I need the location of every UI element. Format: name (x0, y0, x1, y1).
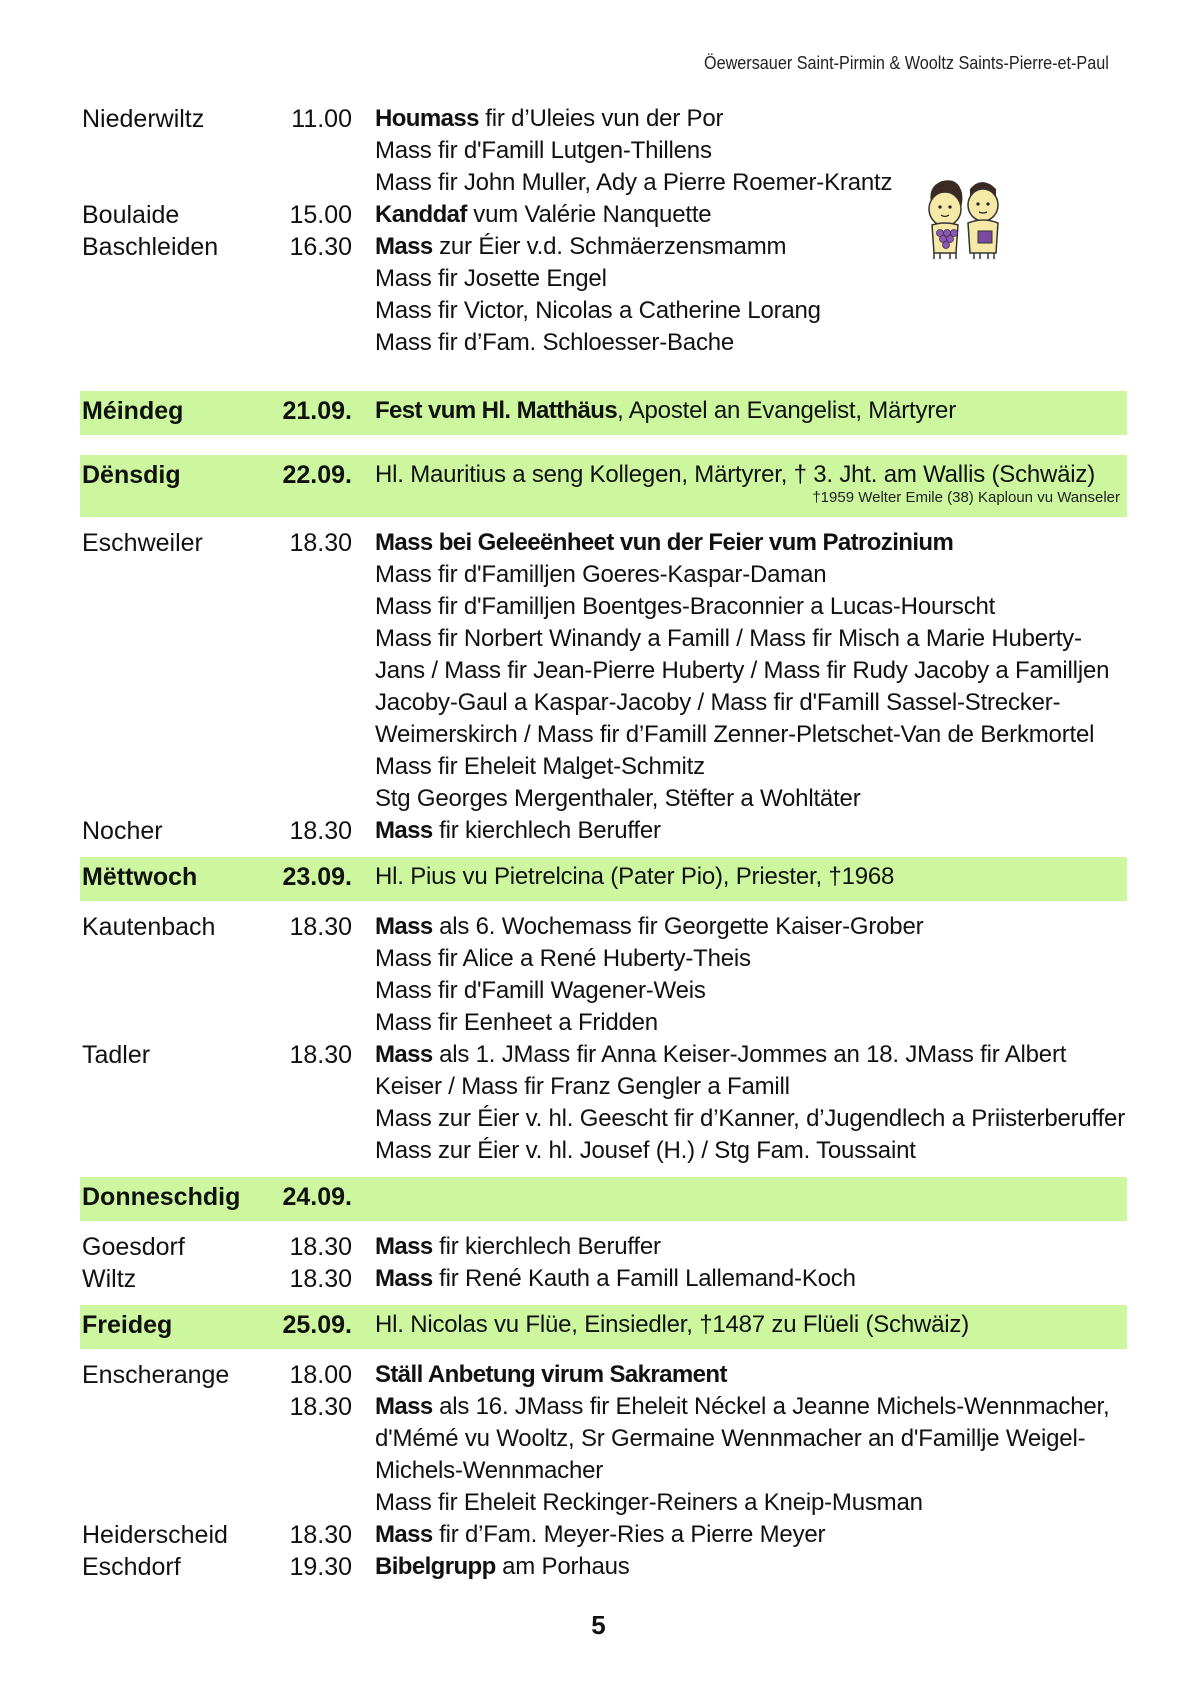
day-date: 22.09. (282, 461, 352, 489)
service-text: als 16. JMass fir Eheleit Néckel a Jeanne Michels-Wennmacher, (432, 1393, 1110, 1420)
service-row (82, 1039, 1122, 1071)
service-description (375, 623, 1122, 655)
day-header-band (80, 857, 1127, 901)
feast-text: , Apostel an Evangelist, Märtyrer (617, 397, 957, 424)
service-time: 18.00 (289, 1361, 352, 1389)
service-row (82, 1455, 1122, 1487)
day-name: Freideg (82, 1311, 173, 1339)
service-text: am Porhaus (495, 1553, 630, 1580)
service-description (375, 943, 1122, 975)
day-header-row (82, 1309, 1122, 1341)
service-description (375, 719, 1122, 751)
service-row (82, 295, 1122, 327)
service-row (82, 623, 1122, 655)
service-text: Mass fir John Muller, Ady a Pierre Roemer-Krantz (375, 169, 893, 196)
service-description (375, 135, 1122, 167)
service-text: Keiser / Mass fir Franz Gengler a Famill (375, 1073, 790, 1100)
place-name: Heiderscheid (82, 1521, 228, 1549)
service-row (82, 1103, 1126, 1135)
service-description (375, 1071, 1122, 1103)
service-text: vum Valérie Nanquette (466, 201, 712, 228)
day-header-band (80, 1305, 1127, 1349)
place-name: Boulaide (82, 201, 180, 229)
feast-description (375, 459, 1122, 491)
service-row (82, 263, 1122, 295)
service-row (82, 1359, 1122, 1391)
place-name: Wiltz (82, 1265, 137, 1293)
service-text: fir kierchlech Beruffer (432, 817, 661, 844)
place-name: Eschweiler (82, 529, 203, 557)
service-text: Mass fir Eheleit Malget-Schmitz (375, 753, 705, 780)
service-text: fir d’Fam. Meyer-Ries a Pierre Meyer (432, 1521, 826, 1548)
day-header-band (80, 391, 1127, 435)
service-row (82, 1391, 1122, 1423)
service-type: Mass (375, 1521, 433, 1548)
service-row (82, 1135, 1122, 1167)
service-row (82, 1551, 1122, 1583)
service-row (82, 1519, 1122, 1551)
service-time: 18.30 (289, 1041, 352, 1069)
place-name: Kautenbach (82, 913, 216, 941)
service-time: 18.30 (289, 529, 352, 557)
day-name: Donneschdig (82, 1183, 241, 1211)
day-date: 24.09. (282, 1183, 352, 1211)
service-description (375, 1519, 1122, 1551)
spacer (82, 1167, 1122, 1177)
service-time: 18.30 (289, 1233, 352, 1261)
spacer (82, 1295, 1122, 1305)
service-time: 11.00 (291, 105, 352, 133)
service-text: fir kierchlech Beruffer (432, 1233, 661, 1260)
service-row (82, 103, 1122, 135)
day-name: Méindeg (82, 397, 184, 425)
day-header-band (80, 455, 1127, 517)
page-number: 5 (591, 1610, 606, 1640)
service-row (82, 1423, 1122, 1455)
service-description (375, 815, 1122, 847)
service-text: Mass zur Éier v. hl. Jousef (H.) / Stg Fam. Toussaint (375, 1137, 916, 1164)
feast-description (375, 395, 1122, 427)
feast-text: Hl. Mauritius a seng Kollegen, Märtyrer, † 3. Jht. am Wallis (Schwäiz) (375, 461, 1096, 488)
service-row (82, 1231, 1122, 1263)
service-row (82, 783, 1122, 815)
service-type: Mass (375, 233, 433, 260)
place-name: Goesdorf (82, 1233, 185, 1261)
service-text: zur Éier v.d. Schmäerzensmamm (432, 233, 787, 260)
service-description (375, 1455, 1122, 1487)
service-type: Mass (375, 1233, 433, 1260)
place-name: Baschleiden (82, 233, 219, 261)
service-description (375, 1551, 1122, 1583)
service-description (375, 911, 1122, 943)
service-time: 16.30 (289, 233, 352, 261)
service-description (375, 1263, 1122, 1295)
service-group (82, 1231, 1122, 1295)
feast-text: Hl. Pius vu Pietrelcina (Pater Pio), Priester, †1968 (375, 863, 895, 890)
service-text: Jacoby-Gaul a Kaspar-Jacoby / Mass fir d'Famill Sassel-Strecker- (375, 689, 1061, 716)
service-text: Mass fir Alice a René Huberty-Theis (375, 945, 751, 972)
service-type: Mass (375, 1041, 433, 1068)
place-name: Niederwiltz (82, 105, 205, 133)
service-time: 19.30 (289, 1553, 352, 1581)
service-row (82, 327, 1122, 359)
day-date: 21.09. (282, 397, 352, 425)
service-text: Mass fir Eenheet a Fridden (375, 1009, 658, 1036)
service-row (82, 1263, 1122, 1295)
service-description (375, 687, 1122, 719)
service-description (375, 1135, 1122, 1167)
spacer (82, 445, 1122, 455)
day-date: 25.09. (282, 1311, 352, 1339)
service-row (82, 559, 1122, 591)
service-time: 18.30 (289, 817, 352, 845)
service-description (375, 1007, 1122, 1039)
service-description (375, 527, 1122, 559)
service-type: Mass (375, 1265, 433, 1292)
service-row (82, 135, 1122, 167)
service-row (82, 527, 1122, 559)
service-row (82, 199, 1122, 231)
service-type: Mass bei Geleeënheet vun der Feier vum Patrozinium (375, 529, 954, 556)
schedule (82, 103, 1126, 1583)
service-text: Mass fir Norbert Winandy a Famill / Mass fir Misch a Marie Huberty- (375, 625, 1082, 652)
service-row (82, 687, 1122, 719)
service-time: 18.30 (289, 1521, 352, 1549)
place-name: Enscherange (82, 1361, 230, 1389)
service-row (82, 655, 1122, 687)
spacer (82, 1349, 1122, 1359)
service-description (375, 327, 1122, 359)
service-group (82, 1359, 1122, 1583)
service-text: Stg Georges Mergenthaler, Stëfter a Wohltäter (375, 785, 861, 812)
spacer (82, 359, 1122, 391)
service-text: Mass fir d'Famill Wagener-Weis (375, 977, 706, 1004)
page-header: Öewersauer Saint-Pirmin & Wooltz Saints-Pierre-et-Paul (704, 53, 1109, 73)
service-description (375, 1103, 1125, 1135)
service-time: 18.30 (289, 913, 352, 941)
day-header-row (82, 395, 1122, 427)
service-description (375, 559, 1122, 591)
service-text: fir René Kauth a Famill Lallemand-Koch (432, 1265, 856, 1292)
service-row (82, 231, 1122, 263)
service-group (82, 527, 1122, 847)
service-type: Mass (375, 817, 433, 844)
service-description (375, 1039, 1122, 1071)
service-description (375, 199, 1122, 231)
feast-description (375, 1309, 1122, 1341)
service-description (375, 263, 1122, 295)
day-header-row (82, 1181, 1122, 1213)
service-row (82, 751, 1122, 783)
service-type: Bibelgrupp (375, 1553, 496, 1580)
place-name: Nocher (82, 817, 163, 845)
service-type: Mass (375, 1393, 433, 1420)
day-header-row (82, 459, 1122, 491)
service-text: d'Mémé vu Wooltz, Sr Germaine Wennmacher an d'Famillje Weigel- (375, 1425, 1086, 1452)
service-row (82, 1071, 1122, 1103)
place-name: Eschdorf (82, 1553, 181, 1581)
service-description (375, 783, 1122, 815)
service-description (375, 231, 1122, 263)
service-row (82, 975, 1122, 1007)
service-description (375, 1359, 1122, 1391)
spacer (82, 901, 1122, 911)
service-text: fir d’Uleies vun der Por (478, 105, 724, 132)
service-time: 18.30 (289, 1393, 352, 1421)
service-type: Ställ Anbetung virum Sakrament (375, 1361, 727, 1388)
service-group (82, 103, 1122, 359)
service-description (375, 655, 1122, 687)
service-description (375, 751, 1122, 783)
feast-description (375, 861, 1122, 893)
day-name: Mëttwoch (82, 863, 198, 891)
service-description (375, 1231, 1122, 1263)
service-text: Mass fir Victor, Nicolas a Catherine Lorang (375, 297, 821, 324)
service-text: Michels-Wennmacher (375, 1457, 604, 1484)
service-time: 15.00 (289, 201, 352, 229)
service-row (82, 1007, 1122, 1039)
service-description (375, 975, 1122, 1007)
service-text: Mass fir d’Fam. Schloesser-Bache (375, 329, 735, 356)
service-row (82, 911, 1122, 943)
service-row (82, 167, 1122, 199)
spacer (82, 847, 1122, 857)
service-time: 18.30 (289, 1265, 352, 1293)
service-type: Houmass (375, 105, 479, 132)
service-text: Mass zur Éier v. hl. Geescht fir d’Kanner, d’Jugendlech a Priisterberuffer (375, 1105, 1126, 1132)
memorial-note: †1959 Welter Emile (38) Kaploun vu Wanseler (812, 489, 1120, 506)
service-description (375, 295, 1122, 327)
spacer (82, 435, 1122, 445)
service-row (82, 943, 1122, 975)
service-group (82, 911, 1126, 1167)
service-row (82, 815, 1122, 847)
feast-text: Hl. Nicolas vu Flüe, Einsiedler, †1487 zu Flüeli (Schwäiz) (375, 1311, 969, 1338)
service-text: Mass fir Josette Engel (375, 265, 607, 292)
service-text: Mass fir d'Famill Lutgen-Thillens (375, 137, 712, 164)
service-text: als 1. JMass fir Anna Keiser-Jommes an 18. JMass fir Albert (432, 1041, 1067, 1068)
spacer (82, 1221, 1122, 1231)
service-description (375, 1487, 1122, 1519)
service-description (375, 591, 1122, 623)
service-row (82, 591, 1122, 623)
service-description (375, 1391, 1122, 1423)
spacer (82, 517, 1122, 527)
service-description (375, 1423, 1122, 1455)
day-header-row (82, 861, 1122, 893)
service-type: Mass (375, 913, 433, 940)
day-name: Dënsdig (82, 461, 181, 489)
service-text: Weimerskirch / Mass fir d’Famill Zenner-Pletschet-Van de Berkmortel (375, 721, 1095, 748)
service-text: Mass fir Eheleit Reckinger-Reiners a Kneip-Musman (375, 1489, 923, 1516)
service-text: Mass fir d'Familljen Goeres-Kaspar-Daman (375, 561, 827, 588)
day-header-band (80, 1177, 1127, 1221)
service-text: Mass fir d'Familljen Boentges-Braconnier a Lucas-Hourscht (375, 593, 996, 620)
service-type: Kanddaf (375, 201, 467, 228)
service-description (375, 167, 1122, 199)
service-row (82, 1487, 1122, 1519)
service-row (82, 719, 1122, 751)
place-name: Tadler (82, 1041, 151, 1069)
service-text: als 6. Wochemass fir Georgette Kaiser-Grober (432, 913, 924, 940)
service-text: Jans / Mass fir Jean-Pierre Huberty / Mass fir Rudy Jacoby a Familljen (375, 657, 1110, 684)
service-description (375, 103, 1122, 135)
feast-title: Fest vum Hl. Matthäus (375, 397, 618, 424)
day-date: 23.09. (282, 863, 352, 891)
